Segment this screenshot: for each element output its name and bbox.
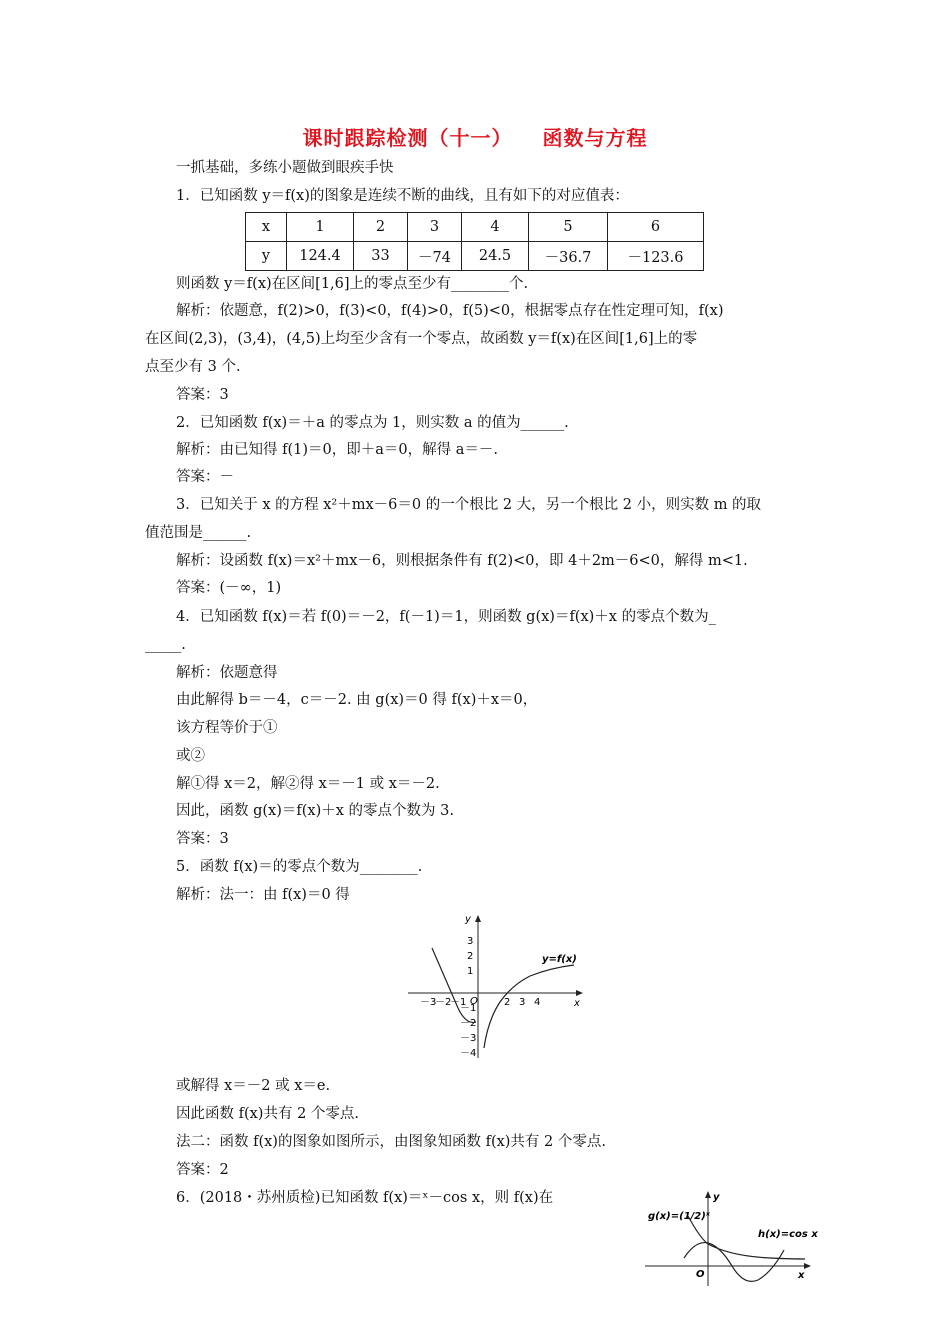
x-tick: 2 (504, 997, 511, 1008)
table-cell: 6 (608, 213, 704, 242)
q6-stem: 6．(2018・苏州质检)已知函数 f(x)＝ˣ－cos x，则 f(x)在 (176, 1190, 554, 1206)
curve-right (484, 965, 574, 1048)
y-tick: －4 (460, 1048, 477, 1059)
q1-answer: 答案：3 (176, 387, 229, 403)
q5-answer: 答案：2 (176, 1162, 229, 1178)
table-cell: 3 (408, 213, 462, 242)
table-cell: －74 (408, 242, 462, 271)
x-axis-label: x (798, 1270, 805, 1281)
q3-analysis: 解析：设函数 f(x)＝x²＋mx－6，则根据条件有 f(2)<0，即 4＋2m－6<0，解得 m<1. (176, 553, 748, 569)
q1-analysis-2: 在区间(2,3)，(3,4)，(4,5)上均至少含有一个零点，故函数 y＝f(x)在区间[1,6]上的零 (145, 331, 698, 347)
y-arrow-icon (475, 915, 481, 922)
x-tick: －2 (435, 997, 452, 1008)
y-tick: －1 (460, 1003, 477, 1014)
y-tick: －3 (460, 1033, 477, 1044)
q4-line-6: 因此，函数 g(x)＝f(x)＋x 的零点个数为 3. (176, 803, 454, 819)
q3-stem-2: 值范围是______. (145, 525, 252, 541)
table-cell: 33 (354, 242, 408, 271)
q5-line-2: 因此函数 f(x)共有 2 个零点. (176, 1106, 360, 1122)
q4-line-2: 由此解得 b＝－4，c＝－2. 由 g(x)＝0 得 f(x)＋x＝0， (176, 692, 538, 708)
y-tick: －2 (460, 1018, 477, 1029)
table-cell: 1 (287, 213, 354, 242)
q4-stem-2: _____. (145, 637, 186, 653)
q6-graph (640, 1188, 830, 1288)
y-tick: 3 (467, 936, 474, 947)
q4-line-4: 或② (176, 748, 205, 764)
y-axis-label: y (465, 914, 471, 925)
page-title: 课时跟踪检测（十一） 函数与方程 (302, 126, 648, 150)
x-tick: 3 (519, 997, 526, 1008)
q5-analysis: 解析：法一：由 f(x)＝0 得 (176, 887, 350, 903)
value-table (245, 212, 704, 271)
origin-label: O (470, 996, 478, 1007)
y-axis-label: y (713, 1192, 720, 1203)
q4-line-5: 解①得 x＝2，解②得 x＝－1 或 x＝－2. (176, 776, 440, 792)
q4-stem-1: 4．已知函数 f(x)＝若 f(0)＝－2，f(－1)＝1，则函数 g(x)＝f(x)＋x 的零点个数为_ (176, 609, 716, 625)
y-arrow-icon (705, 1191, 711, 1198)
table-cell: 5 (529, 213, 608, 242)
q2-answer: 答案：－ (176, 469, 234, 485)
y-tick: 1 (467, 966, 474, 977)
q1-stem: 1．已知函数 y＝f(x)的图象是连续不断的曲线，且有如下的对应值表： (176, 188, 629, 204)
q1-analysis-1: 解析：依题意，f(2)>0，f(3)<0，f(4)>0，f(5)<0，根据零点存在性定理可知，f(x) (176, 303, 724, 319)
origin-label: O (696, 1269, 705, 1280)
table-cell: 4 (462, 213, 529, 242)
q1-tail: 则函数 y＝f(x)在区间[1,6]上的零点至少有________个. (176, 276, 529, 292)
intro-line: 一抓基础，多练小题做到眼疾手快 (176, 160, 394, 176)
q4-line-1: 解析：依题意得 (176, 665, 278, 681)
x-axis-label: x (574, 998, 580, 1009)
q4-answer: 答案：3 (176, 831, 229, 847)
table-row (246, 242, 704, 271)
x-arrow-icon (576, 990, 583, 996)
q5-graph (400, 910, 585, 1062)
table-row (246, 213, 704, 242)
x-tick: 4 (534, 997, 541, 1008)
q4-line-3: 该方程等价于① (176, 720, 278, 736)
y-tick: 2 (467, 951, 474, 962)
x-arrow-icon (804, 1263, 811, 1269)
q5-line-3: 法二：函数 f(x)的图象如图所示，由图象知函数 f(x)共有 2 个零点. (176, 1134, 606, 1150)
x-tick: －1 (450, 997, 467, 1008)
q5-stem: 5．函数 f(x)＝的零点个数为________. (176, 859, 423, 875)
table-cell: 24.5 (462, 242, 529, 271)
q3-answer: 答案：(－∞，1) (176, 580, 282, 596)
q2-stem: 2．已知函数 f(x)＝＋a 的零点为 1，则实数 a 的值为______. (176, 415, 569, 431)
x-tick: －3 (420, 997, 437, 1008)
table-cell: y (246, 242, 287, 271)
table-cell: －123.6 (608, 242, 704, 271)
q3-stem-1: 3．已知关于 x 的方程 x²＋mx－6＝0 的一个根比 2 大，另一个根比 2 小，则实数 m 的取 (176, 497, 762, 513)
g-label: g(x)=(1/2)ˣ (648, 1211, 710, 1222)
q2-analysis: 解析：由已知得 f(1)＝0，即＋a＝0，解得 a＝－. (176, 442, 498, 458)
q5-line-1: 或解得 x＝－2 或 x＝e. (176, 1078, 331, 1094)
h-label: h(x)=cos x (758, 1229, 818, 1240)
table-cell: 124.4 (287, 242, 354, 271)
table-cell: －36.7 (529, 242, 608, 271)
q1-analysis-3: 点至少有 3 个. (145, 359, 241, 375)
table-cell: 2 (354, 213, 408, 242)
table-cell: x (246, 213, 287, 242)
curve-label: y=f(x) (542, 954, 577, 965)
